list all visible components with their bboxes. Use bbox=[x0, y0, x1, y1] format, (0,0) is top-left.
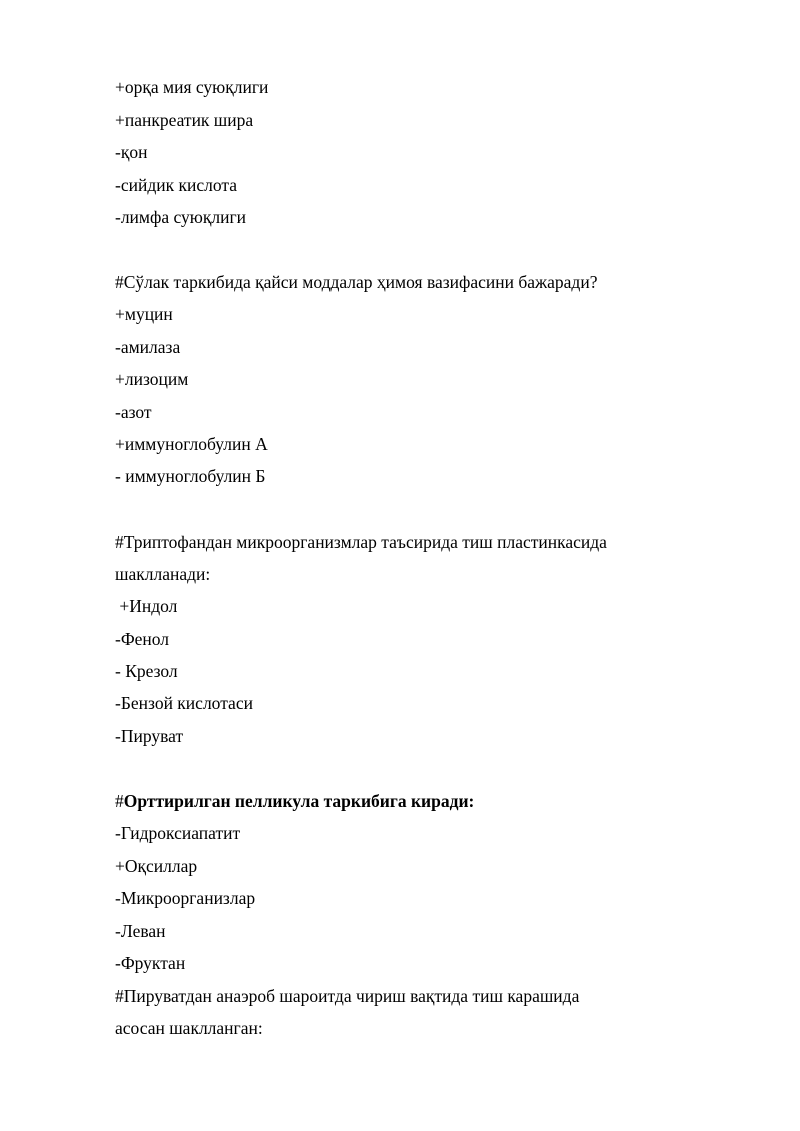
answer-option: - иммуноглобулин Б bbox=[115, 466, 266, 486]
answer-option: -Гидроксиапатит bbox=[115, 823, 241, 843]
answer-option: -лимфа суюқлиги bbox=[115, 207, 246, 227]
question-text: #Пируватдан анаэроб шароитда чириш вақтида тиш карашида bbox=[115, 986, 580, 1006]
answer-option: +муцин bbox=[115, 304, 173, 324]
answer-option: -сийдик кислота bbox=[115, 175, 237, 195]
answer-option: +лизоцим bbox=[115, 369, 189, 389]
answer-option: -азот bbox=[115, 402, 152, 422]
question-bold-text: Орттирилган пелликула таркибига киради: bbox=[123, 791, 475, 811]
question-text bbox=[115, 791, 474, 811]
question-text-continued: асосан шаклланган: bbox=[115, 1018, 263, 1038]
answer-option: +иммуноглобулин А bbox=[115, 434, 268, 454]
question-text-continued: шаклланади: bbox=[115, 564, 211, 584]
answer-option: -Фенол bbox=[115, 629, 170, 649]
answer-option: +Индол bbox=[115, 596, 178, 616]
answer-option: -қон bbox=[115, 142, 148, 162]
question-text: #Сўлак таркибида қайси моддалар ҳимоя вазифасини бажаради? bbox=[115, 272, 598, 292]
answer-option: - Крезол bbox=[115, 661, 178, 681]
answer-option: -Бензой кислотаси bbox=[115, 693, 253, 713]
answer-option: -Микроорганизлар bbox=[115, 888, 256, 908]
answer-option: +Оқсиллар bbox=[115, 856, 198, 876]
question-hash: # bbox=[115, 791, 124, 811]
answer-option: -Пируват bbox=[115, 726, 184, 746]
answer-option: -Фруктан bbox=[115, 953, 186, 973]
question-text: #Триптофандан микроорганизмлар таъсирида тиш пластинкасида bbox=[115, 532, 607, 552]
answer-option: +панкреатик шира bbox=[115, 110, 254, 130]
answer-option: +орқа мия суюқлиги bbox=[115, 77, 269, 97]
answer-option: -амилаза bbox=[115, 337, 181, 357]
answer-option: -Леван bbox=[115, 921, 166, 941]
